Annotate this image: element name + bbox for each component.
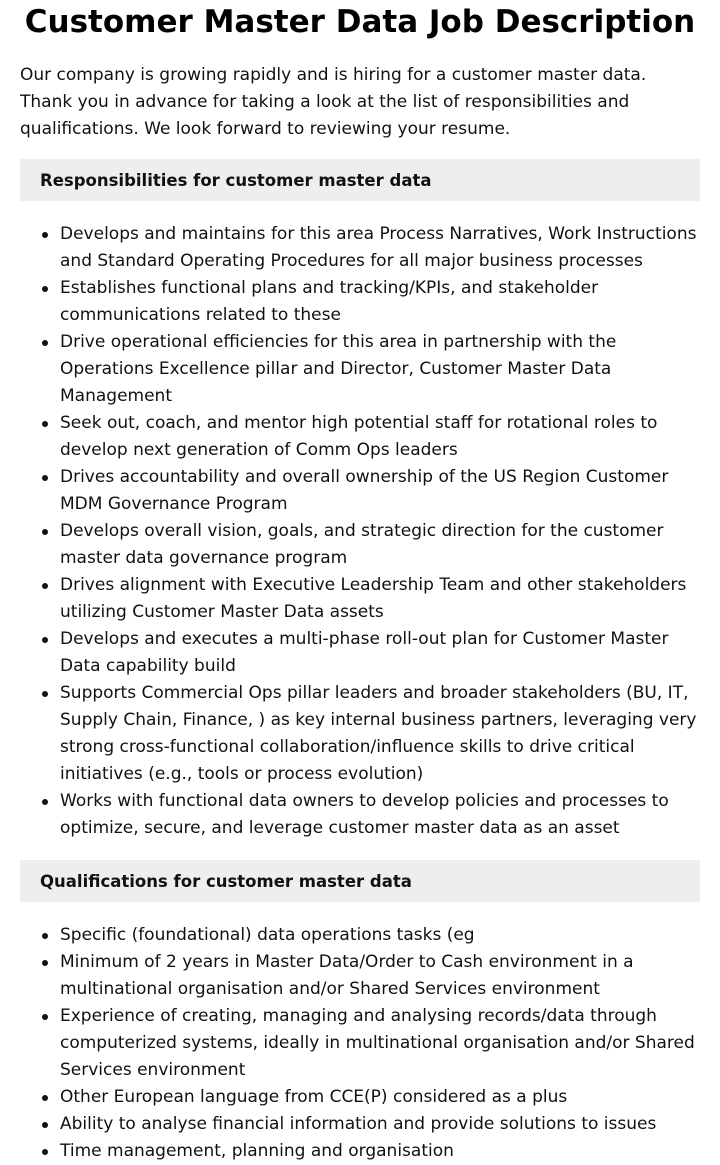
list-item: Other European language from CCE(P) considered as a plus (60, 1084, 700, 1111)
list-item: Establishes functional plans and tracking/KPIs, and stakeholder communications related to these (60, 275, 700, 329)
list-item: Specific (foundational) data operations tasks (eg (60, 922, 700, 949)
list-item: Minimum of 2 years in Master Data/Order to Cash environment in a multinational organisation and/or Shared Services environment (60, 949, 700, 1003)
list-item: Develops overall vision, goals, and strategic direction for the customer master data governance program (60, 518, 700, 572)
list-item: Works with functional data owners to develop policies and processes to optimize, secure, and leverage customer master data as an asset (60, 788, 700, 842)
page-title: Customer Master Data Job Description (24, 4, 696, 40)
list-item: Drives alignment with Executive Leadership Team and other stakeholders utilizing Customer Master Data assets (60, 572, 700, 626)
list-item: Ability to analyse financial information and provide solutions to issues (60, 1111, 700, 1138)
list-item: Drives accountability and overall ownership of the US Region Customer MDM Governance Program (60, 464, 700, 518)
responsibilities-heading: Responsibilities for customer master data (40, 170, 432, 190)
qualifications-list (20, 922, 700, 1165)
responsibilities-header (20, 159, 700, 201)
list-item: Develops and maintains for this area Process Narratives, Work Instructions and Standard Operating Procedures for all major business processes (60, 221, 700, 275)
list-item: Seek out, coach, and mentor high potential staff for rotational roles to develop next generation of Comm Ops leaders (60, 410, 700, 464)
list-item: Develops and executes a multi-phase roll-out plan for Customer Master Data capability build (60, 626, 700, 680)
intro-paragraph: Our company is growing rapidly and is hiring for a customer master data. Thank you in advance for taking a look at the list of responsibilities and qualifications. We look forward to reviewing your resume. (20, 65, 647, 139)
responsibilities-list (20, 221, 700, 842)
list-item: Supports Commercial Ops pillar leaders and broader stakeholders (BU, IT, Supply Chain, Finance, ) as key internal business partners, leveraging very strong cross-functional collaboration/influence skills to drive critical initiatives (e.g., tools or process evolution) (60, 680, 700, 788)
list-item: Time management, planning and organisation (60, 1138, 700, 1165)
qualifications-header (20, 860, 700, 902)
qualifications-heading: Qualifications for customer master data (40, 871, 412, 891)
list-item: Experience of creating, managing and analysing records/data through computerized systems, ideally in multinational organisation and/or Shared Services environment (60, 1003, 700, 1084)
list-item: Drive operational efficiencies for this area in partnership with the Operations Excellence pillar and Director, Customer Master Data Management (60, 329, 700, 410)
